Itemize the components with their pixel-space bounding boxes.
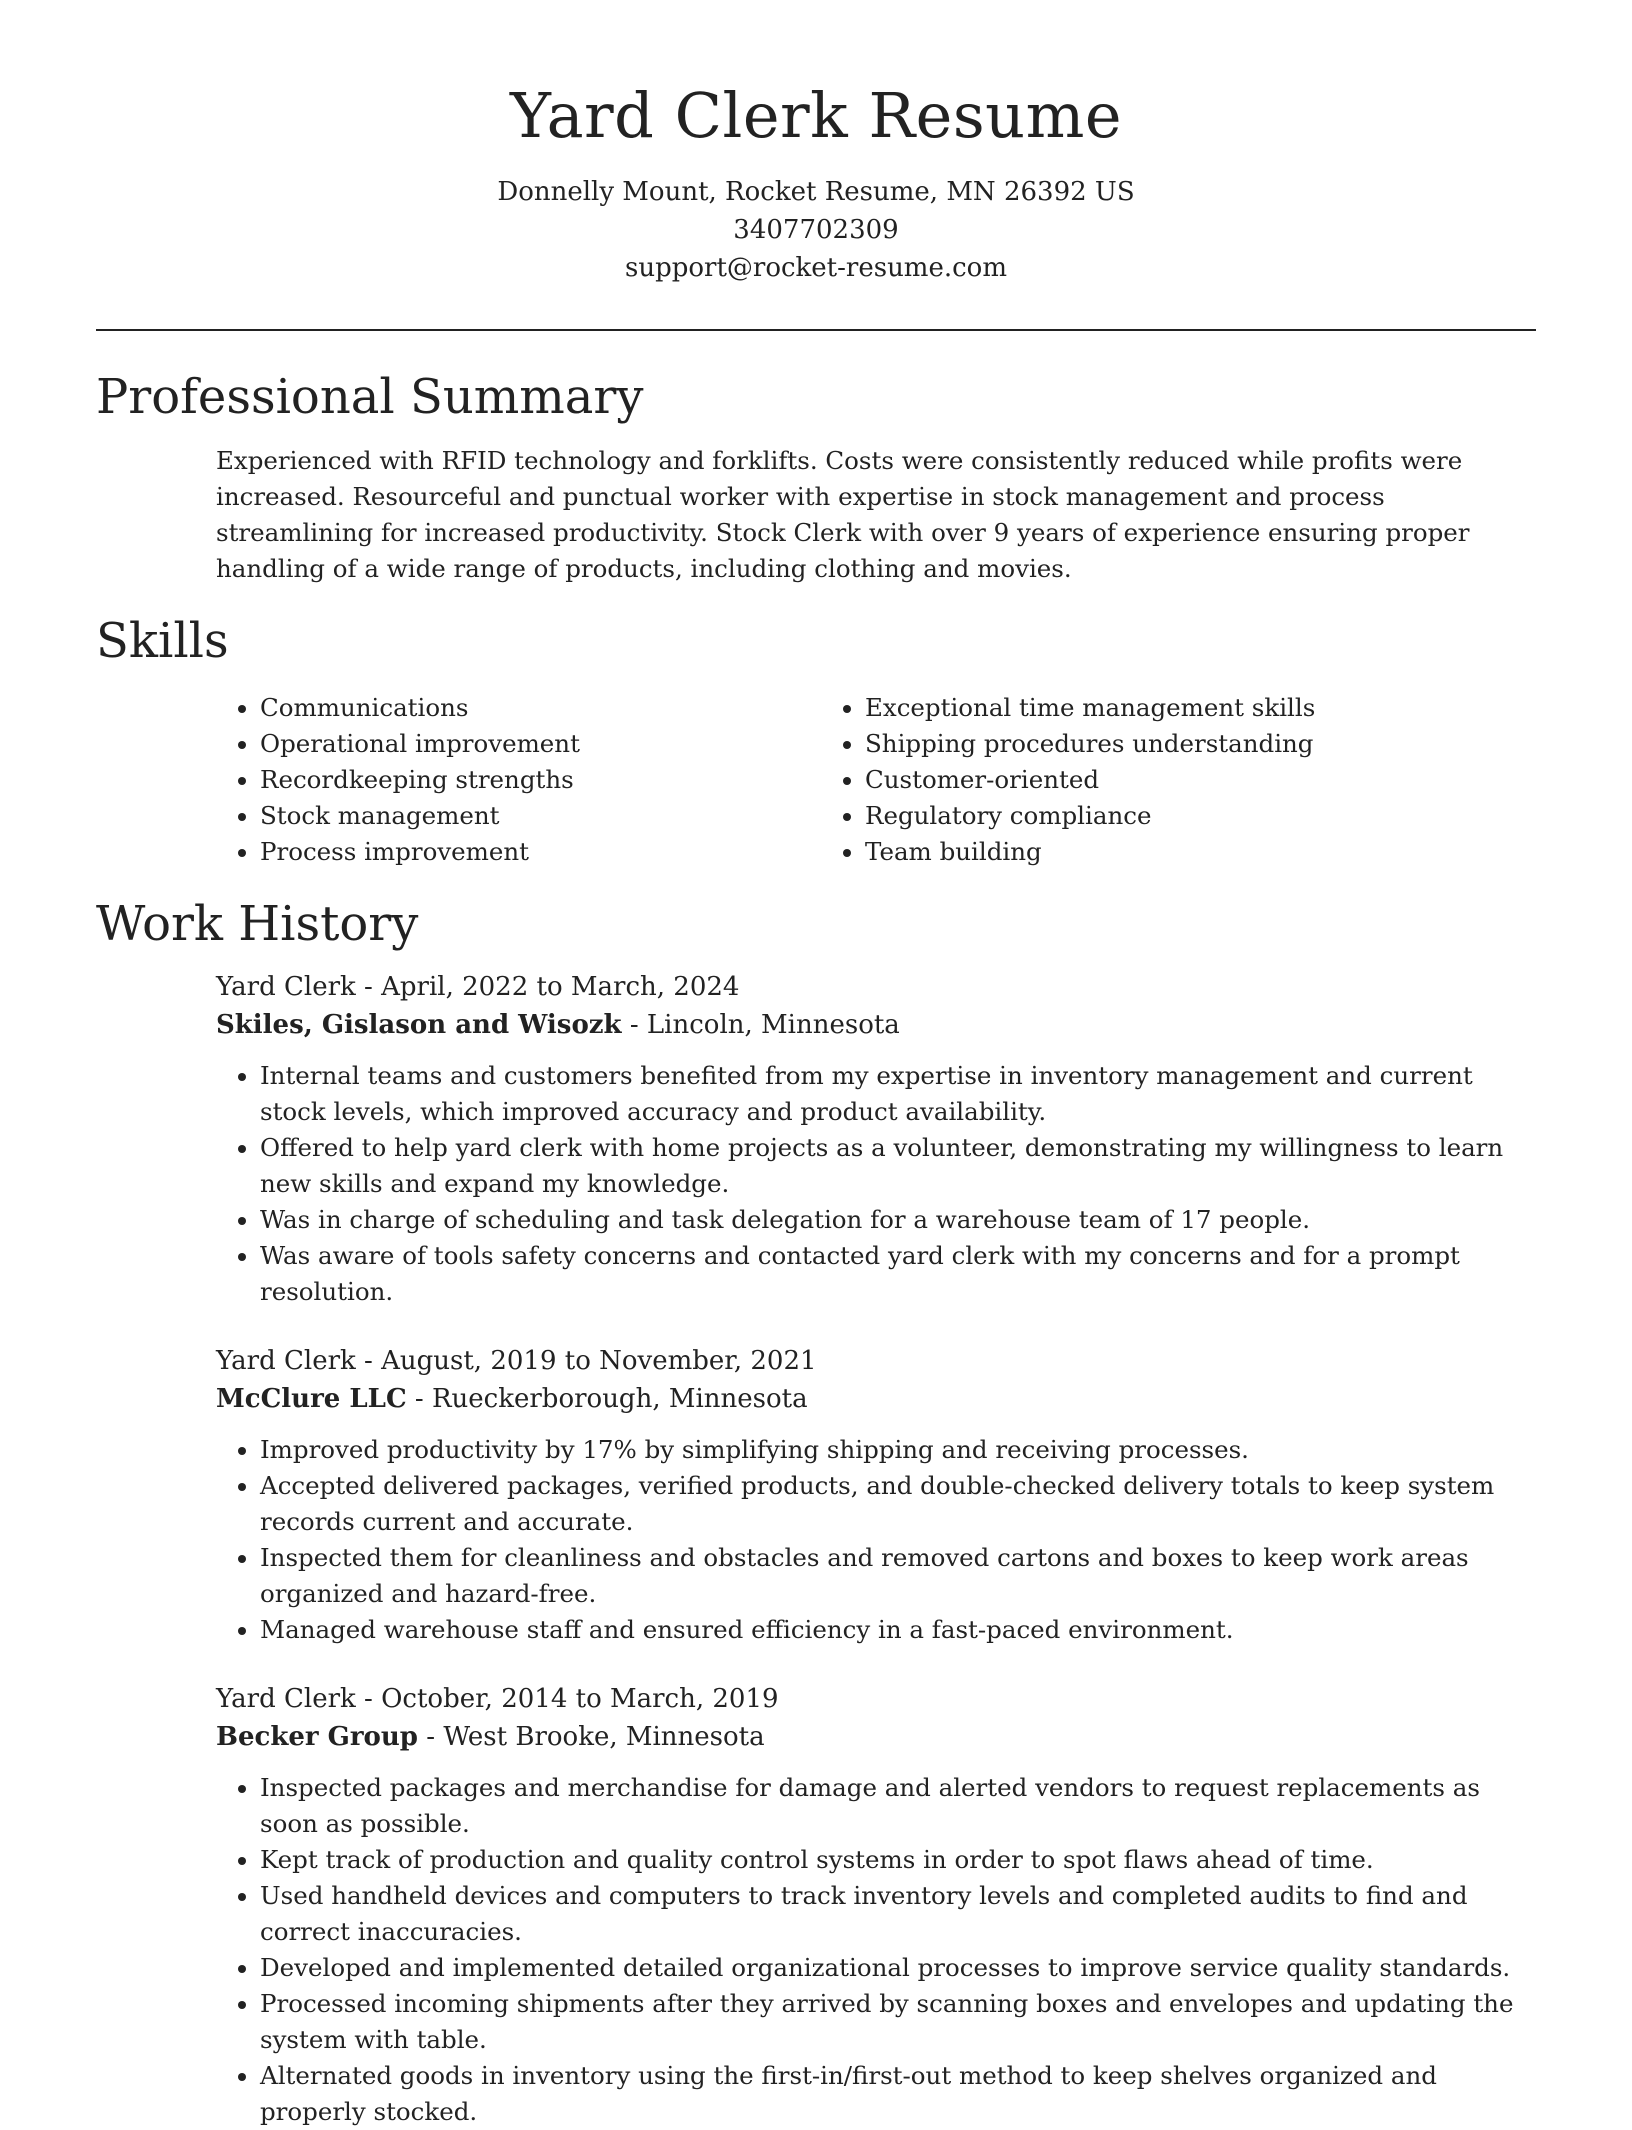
job-company-line: Becker Group - West Brooke, Minnesota — [216, 1722, 765, 1753]
skills-column-left — [216, 690, 821, 870]
job-company: McClure LLC — [216, 1384, 407, 1415]
job-bullet: • Was aware of tools safety concerns and contacted yard clerk with my concerns and for a prompt resolution. — [260, 1238, 1536, 1310]
job-company-line: Skiles, Gislason and Wisozk - Lincoln, Minnesota — [216, 1010, 900, 1041]
job-entry — [96, 1342, 1536, 1648]
skills-list — [96, 690, 1536, 870]
job-title-line: Yard Clerk - April, 2022 to March, 2024 — [216, 972, 740, 1003]
header-divider — [96, 329, 1536, 331]
job-bullet: • Kept track of production and quality control systems in order to spot flaws ahead of time. — [260, 1842, 1536, 1878]
skill-item: • Stock management — [260, 798, 821, 834]
job-entry — [96, 968, 1536, 1310]
job-location: Lincoln, Minnesota — [646, 1010, 900, 1041]
job-bullet: • Managed warehouse staff and ensured efficiency in a fast-paced environment. — [260, 1612, 1536, 1648]
skill-item: • Process improvement — [260, 834, 821, 870]
job-dates: April, 2022 to March, 2024 — [381, 972, 740, 1003]
job-bullet: • Internal teams and customers benefited from my expertise in inventory management and current stock levels, which improved accuracy and product availability. — [260, 1058, 1536, 1130]
job-role: Yard Clerk — [216, 1346, 356, 1377]
job-bullets — [216, 1058, 1536, 1310]
job-location: West Brooke, Minnesota — [443, 1722, 765, 1753]
job-bullet: • Processed incoming shipments after they arrived by scanning boxes and envelopes and updating the system with table. — [260, 1986, 1536, 2058]
job-role: Yard Clerk — [216, 972, 356, 1003]
skill-item: • Shipping procedures understanding — [865, 726, 1315, 762]
work-history-heading: Work History — [96, 896, 419, 953]
job-company: Skiles, Gislason and Wisozk — [216, 1010, 622, 1041]
skill-item: • Recordkeeping strengths — [260, 762, 821, 798]
job-bullet: • Developed and implemented detailed organizational processes to improve service quality standards. — [260, 1950, 1536, 1986]
resume-header — [96, 0, 1536, 287]
summary-heading: Professional Summary — [96, 369, 644, 426]
job-dates: August, 2019 to November, 2021 — [381, 1346, 817, 1377]
contact-email: support@rocket-resume.com — [624, 253, 1007, 284]
skills-heading: Skills — [96, 612, 229, 669]
skill-item: • Regulatory compliance — [865, 798, 1315, 834]
job-entry — [96, 1680, 1536, 2130]
resume-title: Yard Clerk Resume — [509, 79, 1123, 152]
job-bullet: • Alternated goods in inventory using the first-in/first-out method to keep shelves organized and properly stocked. — [260, 2058, 1536, 2130]
job-bullets — [216, 1432, 1536, 1648]
job-title-line: Yard Clerk - August, 2019 to November, 2021 — [216, 1346, 817, 1377]
contact-address: Donnelly Mount, Rocket Resume, MN 26392 US — [497, 177, 1135, 208]
job-title-line: Yard Clerk - October, 2014 to March, 2019 — [216, 1684, 779, 1715]
job-bullet: • Was in charge of scheduling and task delegation for a warehouse team of 17 people. — [260, 1202, 1536, 1238]
skill-item: • Team building — [865, 834, 1315, 870]
contact-block — [96, 173, 1536, 287]
job-location: Rueckerborough, Minnesota — [431, 1384, 808, 1415]
skill-item: • Customer-oriented — [865, 762, 1315, 798]
job-bullet: • Inspected them for cleanliness and obstacles and removed cartons and boxes to keep work areas organized and hazard-free. — [260, 1540, 1536, 1612]
summary-text: Experienced with RFID technology and forklifts. Costs were consistently reduced while profits were increased. Resourceful and punctual worker with expertise in stock management and process streamlining for increased productivity. Stock Clerk with over 9 years of experience ensuring proper handling of a wide range of products, including clothing and movies. — [216, 445, 1470, 583]
job-company-line: McClure LLC - Rueckerborough, Minnesota — [216, 1384, 808, 1415]
skill-item: • Communications — [260, 690, 821, 726]
job-bullets — [216, 1770, 1536, 2130]
job-bullet: • Offered to help yard clerk with home projects as a volunteer, demonstrating my willingness to learn new skills and expand my knowledge. — [260, 1130, 1536, 1202]
job-bullet: • Accepted delivered packages, verified products, and double-checked delivery totals to keep system records current and accurate. — [260, 1468, 1536, 1540]
contact-phone: 3407702309 — [733, 215, 899, 246]
skills-column-right — [821, 690, 1315, 870]
job-bullet: • Inspected packages and merchandise for damage and alerted vendors to request replacements as soon as possible. — [260, 1770, 1536, 1842]
skill-item: • Operational improvement — [260, 726, 821, 762]
job-dates: October, 2014 to March, 2019 — [381, 1684, 779, 1715]
job-role: Yard Clerk — [216, 1684, 356, 1715]
job-company: Becker Group — [216, 1722, 418, 1753]
skill-item: • Exceptional time management skills — [865, 690, 1315, 726]
job-bullet: • Improved productivity by 17% by simplifying shipping and receiving processes. — [260, 1432, 1536, 1468]
job-bullet: • Used handheld devices and computers to track inventory levels and completed audits to find and correct inaccuracies. — [260, 1878, 1536, 1950]
